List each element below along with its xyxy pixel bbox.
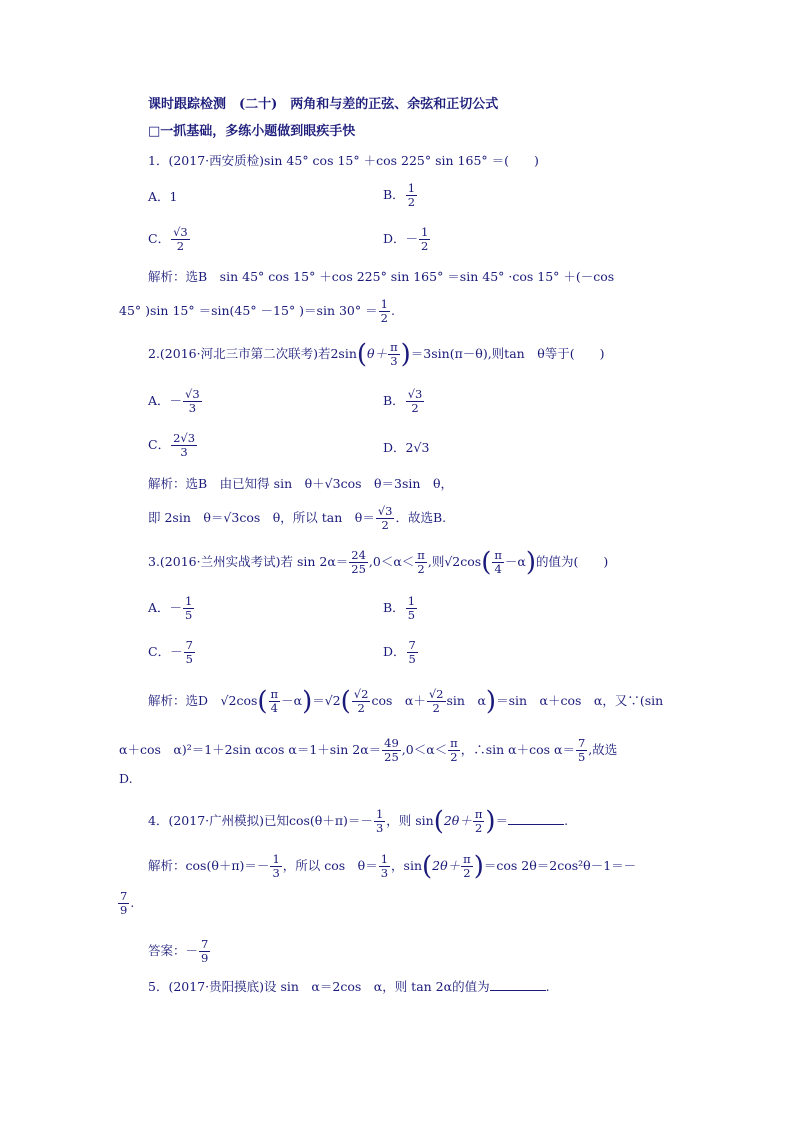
q3-analysis-line2: α＋cos α)²＝1＋2sin αcos α＝1＋sin 2α＝ $\frac{49}{25}$ ,0＜α＜ $\frac{\pi}{2}$ ，∴sin α＋cos α＝ $\frac{7}{5}$ ,故选 [119,736,618,764]
q3-analysis-line3: D. [119,771,133,786]
q2-option-a: A．－ $\frac{√3}{3}$ [148,387,200,415]
q2-analysis-line1: 解析：选B 由已知得 sin θ＋√3cos θ＝3sin θ， [148,476,453,491]
q2-option-c: C． $\frac{2√3}{3}$ [148,431,196,459]
q1-analysis-line1: 解析：选B sin 45° cos 15° ＋cos 225° sin 165° ＝sin 45° ·cos 15° ＋(－cos [148,269,615,284]
q2-analysis-line2: 即 2sin θ＝√3cos θ，所以 tan θ＝ $\frac{√3}{2}$ ．故选B. [148,504,447,532]
q3-option-d: D． $\frac{7}{5}$ [383,638,416,666]
q1-analysis-line2: 45° )sin 15° ＝sin(45° －15° )＝sin 30° ＝ $\frac{1}{2}$ . [119,297,395,325]
q2-option-d: D．2√3 [383,440,430,455]
q4-stem: 4．(2017·广州模拟)已知cos(θ＋π)＝－ $\frac{1}{3}$ ，则 sin(2θ＋ $\frac{\pi}{2}$ )＝ . [148,806,569,837]
q1-stem: 1．(2017·西安质检)sin 45° cos 15° ＋cos 225° sin 165° ＝( ) [148,153,539,168]
page-title: 课时跟踪检测 (二十) 两角和与差的正弦、余弦和正切公式 [148,97,499,112]
q5-answer-blank [490,978,546,991]
q4-answer-blank [508,812,564,825]
q2-option-b: B． $\frac{√3}{2}$ [383,387,423,415]
q1-option-d: D．－ $\frac{1}{2}$ [383,225,429,253]
q1-option-a: A．1 [148,189,178,204]
q3-analysis-line1: 解析：选D √2cos( $\frac{\pi}{4}$ －α)＝√2( $\frac{√2}{2}$ cos α＋ $\frac{√2}{2}$ sin α)＝sin α＋cos α，又∵(sin [148,686,664,717]
q2-stem: 2.(2016·河北三市第二次联考)若2sin(θ＋ $\frac{\pi}{3}$ )＝3sin(π－θ),则tan θ等于( ) [148,339,605,370]
q5-stem: 5．(2017·贵阳摸底)设 sin α＝2cos α，则 tan 2α的值为 . [148,979,550,994]
q4-analysis-line2: $\frac{7}{9}$ . [120,889,135,917]
q1-option-b: B． $\frac{1}{2}$ [383,181,416,209]
q3-option-b: B． $\frac{1}{5}$ [383,594,416,622]
q3-option-a: A．－ $\frac{1}{5}$ [148,594,193,622]
section-subtitle: □一抓基础，多练小题做到眼疾手快 [148,124,356,139]
q4-answer: 答案：－ $\frac{7}{9}$ [148,937,209,965]
q1-option-c: C． $\frac{√3}{2}$ [148,225,188,253]
q4-analysis-line1: 解析：cos(θ＋π)＝－ $\frac{1}{3}$ ，所以 cos θ＝ $\frac{1}{3}$ ，sin(2θ＋ $\frac{\pi}{2}$ )＝cos 2θ＝2cos²θ－1＝－ [148,851,637,882]
q3-option-c: C．－ $\frac{7}{5}$ [148,638,193,666]
q3-stem: 3.(2016·兰州实战考试)若 sin 2α＝ $\frac{24}{25}$ ,0＜α＜ $\frac{\pi}{2}$ ,则√2cos( $\frac{\pi}{4}$ －α)的值为( ) [148,547,609,578]
